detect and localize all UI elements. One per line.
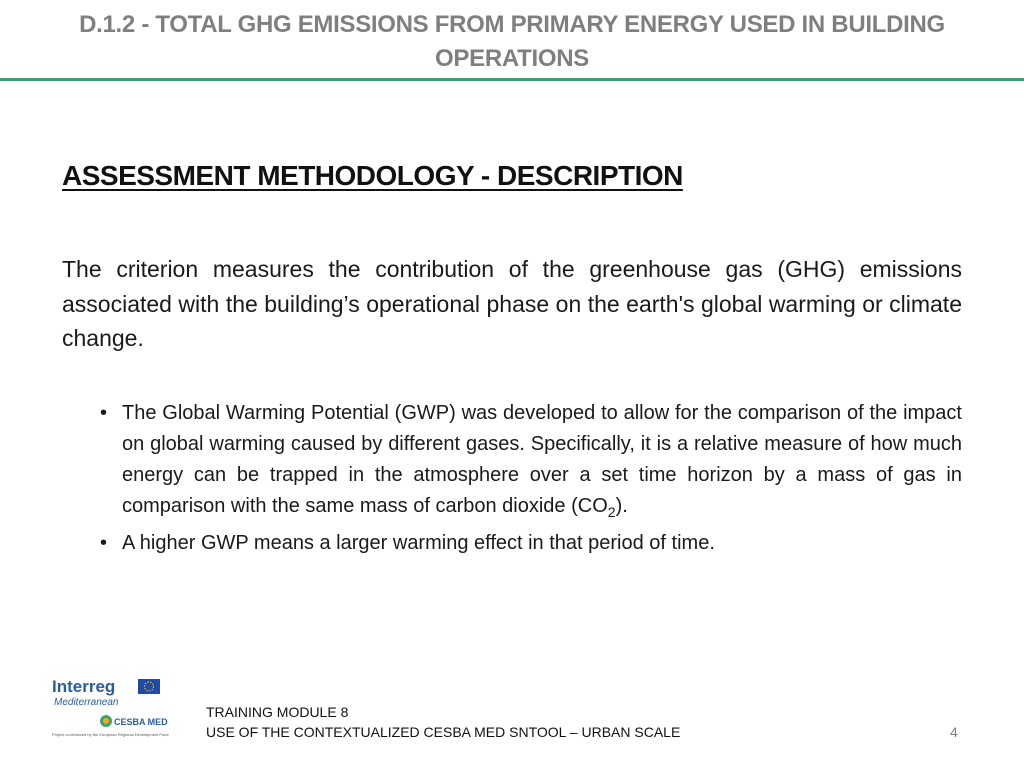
bullet-text-end: ). (615, 495, 628, 517)
footer-tool: USE OF THE CONTEXTUALIZED CESBA MED SNTOOL – URBAN SCALE (206, 724, 681, 740)
section-heading: ASSESSMENT METHODOLOGY - DESCRIPTION (62, 160, 683, 191)
bullet-text: The Global Warming Potential (GWP) was developed to allow for the comparison of the impact on global warming caused by different gases. Specifically, it is a relative measure of how much energy can be trapped in the atmosphere over a set time horizon by a mass of gas in comparison with the same mass of carbon dioxide (CO (122, 402, 962, 517)
bullet-text: A higher GWP means a larger warming effect in that period of time. (122, 532, 715, 554)
cofinance-text: Project co-financed by the European Regional Development Fund (52, 732, 169, 737)
bullet-marker: • (100, 402, 108, 424)
bullet-item-gwp (98, 398, 962, 522)
eu-flag-icon (138, 679, 160, 694)
header-divider (0, 78, 1024, 81)
page-number: 4 (950, 724, 958, 740)
footer-module: TRAINING MODULE 8 (206, 704, 349, 720)
cesba-med-wordmark: CESBA MED (114, 717, 168, 727)
bullet-marker: • (100, 532, 108, 554)
intro-paragraph: The criterion measures the contribution of the greenhouse gas (GHG) emissions associated with the building’s operational phase on the earth's global warming or climate change. (62, 256, 962, 351)
mediterranean-wordmark: Mediterranean (54, 697, 119, 708)
eu-cofinance-note (52, 732, 169, 737)
slide-title: D.1.2 - TOTAL GHG EMISSIONS FROM PRIMARY ENERGY USED IN BUILDING OPERATIONS (79, 11, 945, 72)
interreg-wordmark: Interreg (52, 677, 116, 696)
bullet-item-higher-gwp (98, 528, 962, 559)
footer-caption (206, 702, 680, 742)
interreg-cesba-logo (52, 676, 182, 746)
slide-header (0, 0, 1024, 80)
bullet-list (98, 398, 962, 565)
co2-subscript: 2 (607, 504, 616, 520)
